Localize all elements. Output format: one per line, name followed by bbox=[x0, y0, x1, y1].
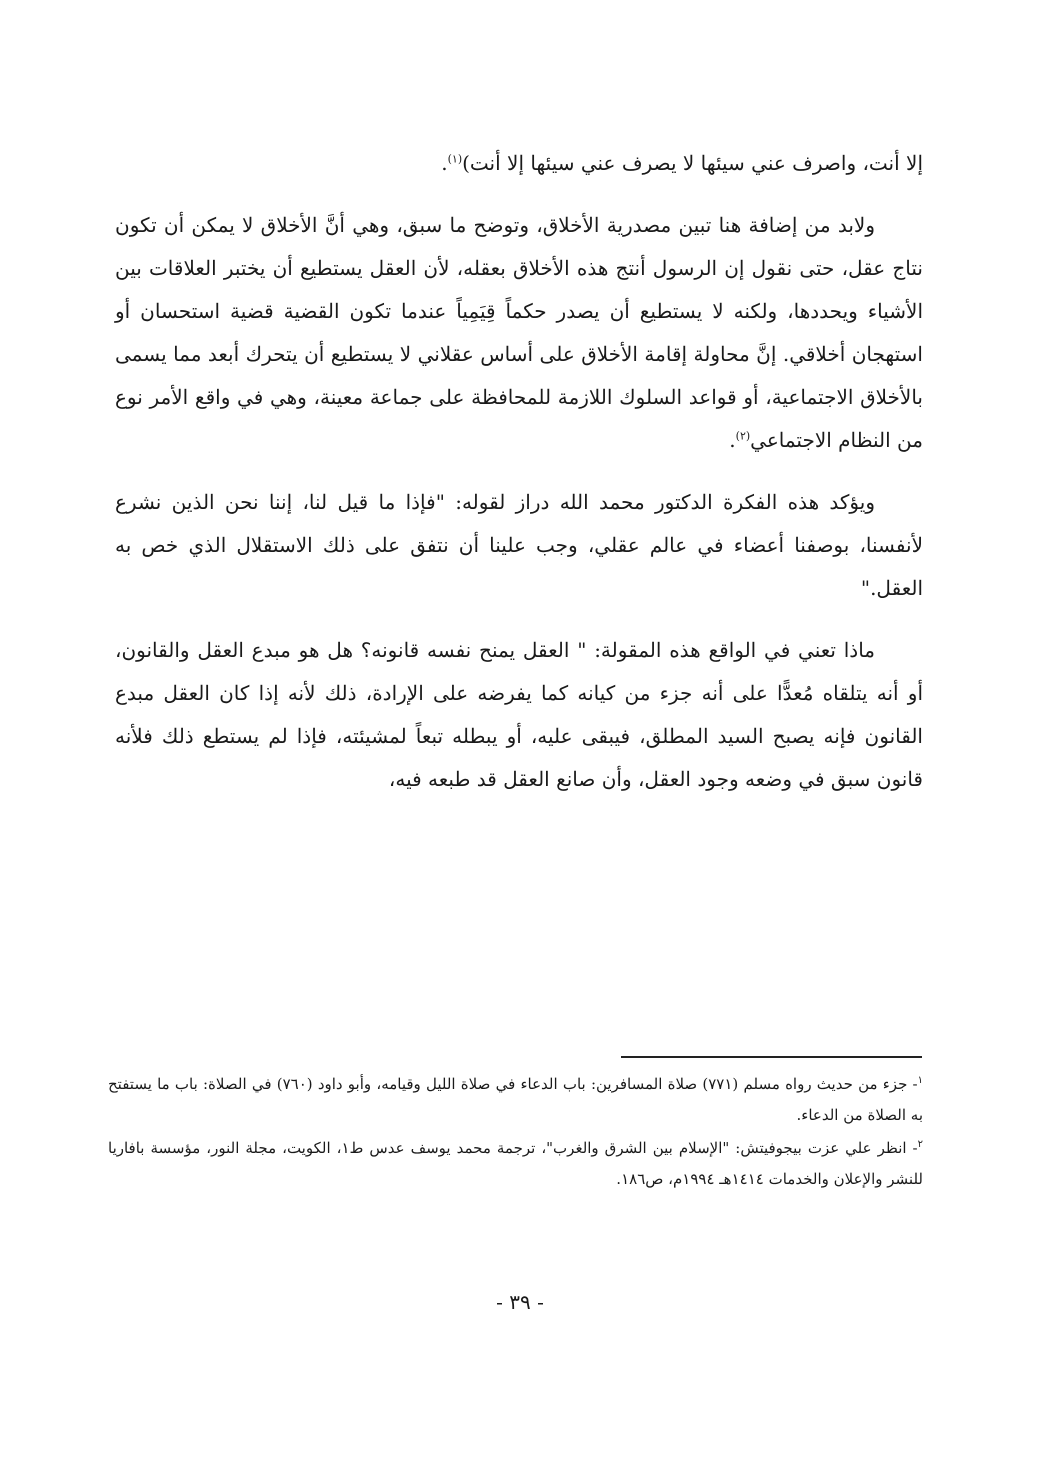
paragraph-4-text: ماذا تعني في الواقع هذه المقولة: " العقل يمنح نفسه قانونه؟ هل هو مبدع العقل والقانون، أو أنه يتلقاه مُعدًّا على أنه جزء من كيانه كما يفرضه على الإرادة، ذلك لأنه إذا كان العقل مبدع القانون فإنه يصبح السيد المطلق، فيبقى عليه، أو يبطله تبعاً لمشيئته، فإذا لم يستطع ذلك فلأنه قانون سبق في وضعه وجود العقل، وأن صانع العقل قد طبعه فيه، bbox=[115, 638, 924, 791]
paragraph-1 bbox=[115, 142, 923, 185]
footnote-1 bbox=[108, 1069, 923, 1131]
footnote-1-number: ١ bbox=[917, 1075, 924, 1086]
footnote-2 bbox=[108, 1133, 923, 1195]
footnote-2-text: - انظر علي عزت بيجوفيتش: "الإسلام بين الشرق والغرب"، ترجمة محمد يوسف عدس ط١، الكويت، مجلة النور، مؤسسة بافاريا للنشر والإعلان والخدمات ١٤١٤هـ ١٩٩٤م، ص١٨٦. bbox=[108, 1139, 923, 1188]
footnote-1-text: - جزء من حديث رواه مسلم (٧٧١) صلاة المسافرين: باب الدعاء في صلاة الليل وقيامه، وأبو داود (٧٦٠) في الصلاة: باب ما يستفتح به الصلاة من الدعاء. bbox=[108, 1075, 923, 1124]
paragraph-2 bbox=[115, 204, 923, 462]
paragraph-1-tail: . bbox=[441, 151, 448, 175]
footnote-2-number: ٢ bbox=[917, 1139, 923, 1150]
footnote-ref-2[interactable]: (٢) bbox=[735, 429, 751, 443]
paragraph-2-tail: . bbox=[729, 428, 736, 452]
paragraph-1-text: إلا أنت، واصرف عني سيئها لا يصرف عني سيئها إلا أنت) bbox=[462, 151, 923, 175]
footnote-separator bbox=[621, 1056, 922, 1058]
paragraph-2-text: ولابد من إضافة هنا تبين مصدرية الأخلاق، وتوضح ما سبق، وهي أنَّ الأخلاق لا يمكن أن تكون نتاج عقل، حتى نقول إن الرسول أنتج هذه الأخلاق بعقله، لأن العقل يستطيع أن يختبر العلاقات بين الأشياء ويحددها، ولكنه لا يستطيع أن يصدر حكماً قِيَمِياً عندما تكون القضية قضية استحسان أو استهجان أخلاقي. إنَّ محاولة إقامة الأخلاق على أساس عقلاني لا يستطيع أن يتحرك أبعد مما يسمى بالأخلاق الاجتماعية، أو قواعد السلوك اللازمة للمحافظة على جماعة معينة، وهي في واقع الأمر نوع من النظام الاجتماعي bbox=[115, 213, 923, 452]
paragraph-4 bbox=[115, 629, 923, 801]
footnote-ref-1[interactable]: (١) bbox=[447, 152, 463, 166]
paragraph-3-text: ويؤكد هذه الفكرة الدكتور محمد الله دراز لقوله: "فإذا ما قيل لنا، إننا نحن الذين نشرع لأنفسنا، بوصفنا أعضاء في عالم عقلي، وجب علينا أن نتفق على ذلك الاستقلال الذي خص به العقل." bbox=[115, 490, 923, 600]
paragraph-3 bbox=[115, 481, 923, 610]
body-text bbox=[115, 142, 923, 820]
page-number: - ٣٩ - bbox=[496, 1290, 544, 1314]
footnotes bbox=[108, 1069, 923, 1197]
